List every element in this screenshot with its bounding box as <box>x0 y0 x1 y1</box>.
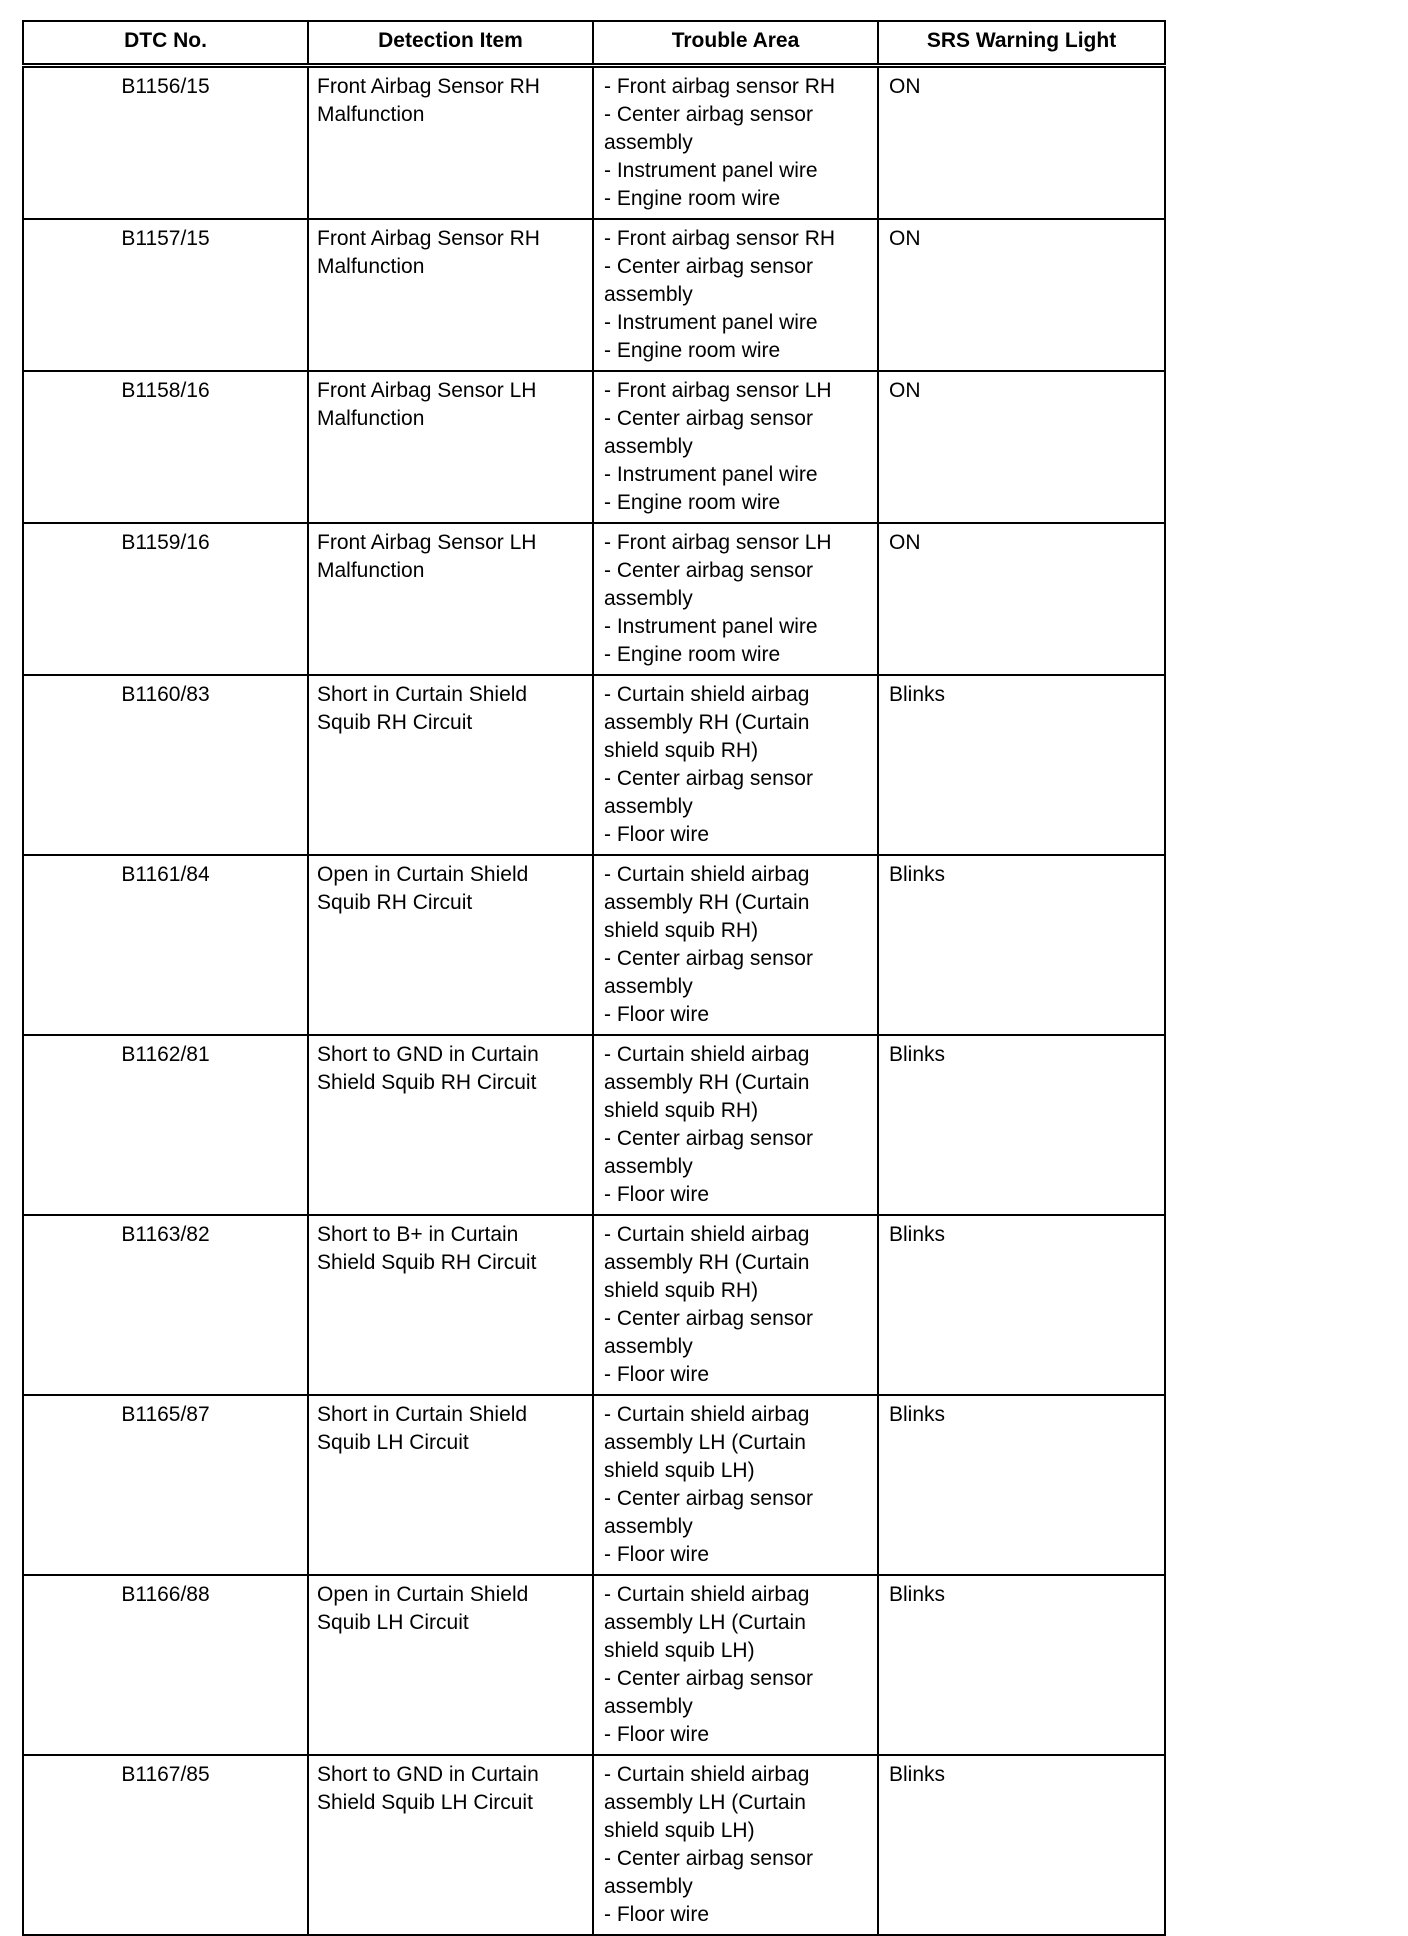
trouble-area-line: - Center airbag sensor <box>604 103 813 126</box>
trouble-area-line: - Instrument panel wire <box>604 615 818 638</box>
trouble-area-line: - Front airbag sensor LH <box>604 379 832 402</box>
trouble-area-line: assembly <box>604 1515 693 1538</box>
trouble-area-line: - Engine room wire <box>604 491 781 514</box>
srs-warning-light-cell: Blinks <box>878 1755 1165 1935</box>
trouble-area-line: shield squib LH) <box>604 1459 755 1482</box>
trouble-area-line: assembly RH (Curtain <box>604 891 810 914</box>
dtc-code-cell: B1159/16 <box>23 523 308 675</box>
detection-item-line: Squib LH Circuit <box>317 1431 469 1454</box>
srs-warning-light-cell: ON <box>878 219 1165 371</box>
srs-warning-light-cell: ON <box>878 66 1165 220</box>
detection-item-cell <box>308 1215 593 1395</box>
trouble-area-line: - Front airbag sensor LH <box>604 531 832 554</box>
detection-item-line: Shield Squib RH Circuit <box>317 1071 537 1094</box>
trouble-area-cell <box>593 219 878 371</box>
table-row <box>23 371 1165 523</box>
trouble-area-line: - Curtain shield airbag <box>604 1043 810 1066</box>
trouble-area-line: assembly RH (Curtain <box>604 1251 810 1274</box>
srs-warning-light-cell: Blinks <box>878 1215 1165 1395</box>
dtc-code-cell: B1158/16 <box>23 371 308 523</box>
dtc-code-cell: B1165/87 <box>23 1395 308 1575</box>
trouble-area-line: - Center airbag sensor <box>604 767 813 790</box>
trouble-area-line: - Center airbag sensor <box>604 1667 813 1690</box>
trouble-area-line: - Center airbag sensor <box>604 1847 813 1870</box>
dtc-code-cell: B1162/81 <box>23 1035 308 1215</box>
table-row <box>23 855 1165 1035</box>
trouble-area-line: - Engine room wire <box>604 643 781 666</box>
detection-item-cell <box>308 66 593 220</box>
table-row <box>23 1215 1165 1395</box>
trouble-area-line: assembly LH (Curtain <box>604 1611 806 1634</box>
trouble-area-line: - Front airbag sensor RH <box>604 75 836 98</box>
detection-item-line: Malfunction <box>317 255 425 278</box>
column-header-trouble-area: Trouble Area <box>593 21 878 66</box>
trouble-area-line: shield squib RH) <box>604 739 759 762</box>
detection-item-line: Short to GND in Curtain <box>317 1763 539 1786</box>
trouble-area-line: assembly <box>604 283 693 306</box>
trouble-area-line: - Floor wire <box>604 1723 710 1746</box>
column-header-detection-item: Detection Item <box>308 21 593 66</box>
table-row <box>23 66 1165 220</box>
srs-warning-light-cell: Blinks <box>878 1395 1165 1575</box>
table-row <box>23 219 1165 371</box>
trouble-area-line: - Floor wire <box>604 1903 710 1926</box>
srs-warning-light-cell: ON <box>878 371 1165 523</box>
srs-warning-light-cell: Blinks <box>878 675 1165 855</box>
trouble-area-line: assembly <box>604 1875 693 1898</box>
trouble-area-line: assembly LH (Curtain <box>604 1431 806 1454</box>
dtc-table <box>22 20 1166 1936</box>
trouble-area-line: - Engine room wire <box>604 339 781 362</box>
detection-item-cell <box>308 1035 593 1215</box>
trouble-area-line: - Curtain shield airbag <box>604 1223 810 1246</box>
trouble-area-line: assembly RH (Curtain <box>604 711 810 734</box>
trouble-area-cell <box>593 1395 878 1575</box>
dtc-code-cell: B1156/15 <box>23 66 308 220</box>
detection-item-line: Open in Curtain Shield <box>317 863 529 886</box>
trouble-area-line: assembly RH (Curtain <box>604 1071 810 1094</box>
trouble-area-cell <box>593 1755 878 1935</box>
trouble-area-line: assembly <box>604 1155 693 1178</box>
trouble-area-line: - Center airbag sensor <box>604 559 813 582</box>
dtc-code-cell: B1157/15 <box>23 219 308 371</box>
trouble-area-line: - Instrument panel wire <box>604 159 818 182</box>
detection-item-cell <box>308 1755 593 1935</box>
detection-item-line: Front Airbag Sensor RH <box>317 227 540 250</box>
detection-item-line: Short in Curtain Shield <box>317 683 528 706</box>
trouble-area-line: - Center airbag sensor <box>604 407 813 430</box>
trouble-area-cell <box>593 1035 878 1215</box>
detection-item-line: Short in Curtain Shield <box>317 1403 528 1426</box>
trouble-area-line: - Front airbag sensor RH <box>604 227 836 250</box>
trouble-area-line: - Curtain shield airbag <box>604 1403 810 1426</box>
trouble-area-line: assembly <box>604 1695 693 1718</box>
detection-item-line: Malfunction <box>317 559 425 582</box>
trouble-area-cell <box>593 371 878 523</box>
table-row <box>23 523 1165 675</box>
trouble-area-line: shield squib LH) <box>604 1819 755 1842</box>
detection-item-line: Squib RH Circuit <box>317 711 473 734</box>
column-header-srs-warning-light: SRS Warning Light <box>878 21 1165 66</box>
detection-item-line: Front Airbag Sensor RH <box>317 75 540 98</box>
dtc-code-cell: B1161/84 <box>23 855 308 1035</box>
srs-warning-light-cell: ON <box>878 523 1165 675</box>
trouble-area-line: - Curtain shield airbag <box>604 1763 810 1786</box>
dtc-code-cell: B1160/83 <box>23 675 308 855</box>
detection-item-cell <box>308 371 593 523</box>
trouble-area-cell <box>593 855 878 1035</box>
trouble-area-line: - Instrument panel wire <box>604 311 818 334</box>
detection-item-line: Shield Squib LH Circuit <box>317 1791 533 1814</box>
trouble-area-line: - Instrument panel wire <box>604 463 818 486</box>
trouble-area-line: assembly <box>604 975 693 998</box>
trouble-area-line: shield squib RH) <box>604 919 759 942</box>
detection-item-cell <box>308 855 593 1035</box>
trouble-area-line: assembly <box>604 795 693 818</box>
dtc-code-cell: B1167/85 <box>23 1755 308 1935</box>
detection-item-line: Front Airbag Sensor LH <box>317 531 537 554</box>
table-row <box>23 1035 1165 1215</box>
trouble-area-line: shield squib RH) <box>604 1099 759 1122</box>
trouble-area-line: - Center airbag sensor <box>604 1307 813 1330</box>
detection-item-cell <box>308 1575 593 1755</box>
detection-item-line: Malfunction <box>317 407 425 430</box>
trouble-area-line: assembly <box>604 131 693 154</box>
table-row <box>23 1575 1165 1755</box>
trouble-area-cell <box>593 66 878 220</box>
trouble-area-cell <box>593 1575 878 1755</box>
srs-warning-light-cell: Blinks <box>878 1575 1165 1755</box>
trouble-area-line: assembly <box>604 1335 693 1358</box>
table-header-row <box>23 21 1165 66</box>
detection-item-line: Short to GND in Curtain <box>317 1043 539 1066</box>
detection-item-line: Front Airbag Sensor LH <box>317 379 537 402</box>
trouble-area-line: - Engine room wire <box>604 187 781 210</box>
trouble-area-line: - Floor wire <box>604 1003 710 1026</box>
table-row <box>23 1395 1165 1575</box>
trouble-area-line: - Center airbag sensor <box>604 1487 813 1510</box>
trouble-area-line: - Center airbag sensor <box>604 255 813 278</box>
trouble-area-line: - Floor wire <box>604 823 710 846</box>
trouble-area-cell <box>593 1215 878 1395</box>
detection-item-line: Squib RH Circuit <box>317 891 473 914</box>
trouble-area-cell <box>593 675 878 855</box>
trouble-area-cell <box>593 523 878 675</box>
table-row <box>23 675 1165 855</box>
trouble-area-line: - Floor wire <box>604 1183 710 1206</box>
detection-item-cell <box>308 675 593 855</box>
trouble-area-line: - Curtain shield airbag <box>604 683 810 706</box>
trouble-area-line: - Center airbag sensor <box>604 947 813 970</box>
srs-warning-light-cell: Blinks <box>878 855 1165 1035</box>
table-body <box>23 66 1165 1936</box>
trouble-area-line: assembly <box>604 587 693 610</box>
trouble-area-line: - Curtain shield airbag <box>604 863 810 886</box>
table-row <box>23 1755 1165 1935</box>
trouble-area-line: - Floor wire <box>604 1363 710 1386</box>
trouble-area-line: - Floor wire <box>604 1543 710 1566</box>
trouble-area-line: assembly LH (Curtain <box>604 1791 806 1814</box>
dtc-code-cell: B1163/82 <box>23 1215 308 1395</box>
detection-item-line: Open in Curtain Shield <box>317 1583 529 1606</box>
detection-item-cell <box>308 1395 593 1575</box>
srs-warning-light-cell: Blinks <box>878 1035 1165 1215</box>
trouble-area-line: shield squib RH) <box>604 1279 759 1302</box>
trouble-area-line: - Curtain shield airbag <box>604 1583 810 1606</box>
trouble-area-line: assembly <box>604 435 693 458</box>
trouble-area-line: - Center airbag sensor <box>604 1127 813 1150</box>
detection-item-line: Shield Squib RH Circuit <box>317 1251 537 1274</box>
detection-item-line: Squib LH Circuit <box>317 1611 469 1634</box>
detection-item-cell <box>308 523 593 675</box>
detection-item-cell <box>308 219 593 371</box>
column-header-dtc-no: DTC No. <box>23 21 308 66</box>
detection-item-line: Malfunction <box>317 103 425 126</box>
dtc-code-cell: B1166/88 <box>23 1575 308 1755</box>
detection-item-line: Short to B+ in Curtain <box>317 1223 519 1246</box>
trouble-area-line: shield squib LH) <box>604 1639 755 1662</box>
